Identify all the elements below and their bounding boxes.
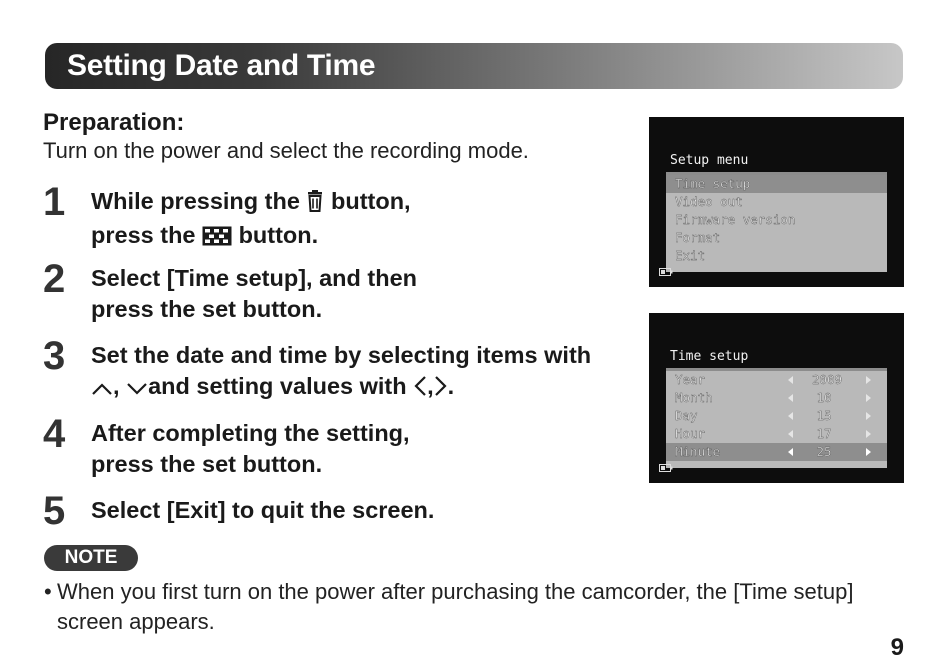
time-setup-screen [649,313,904,483]
time-row-year[interactable] [666,371,887,389]
step-text [91,340,591,405]
step-1-line1b: button, [330,188,411,214]
time-row-value: 25 [816,444,832,459]
step-number: 2 [43,257,66,301]
step-number: 3 [43,334,66,378]
battery-icon [659,457,673,476]
menu-item-label: Video out [675,194,743,209]
menu-item-label: Time setup [675,176,751,191]
time-row-value: 2009 [812,372,843,387]
step-4-line2: press the set button. [91,451,323,477]
setup-menu-title: Setup menu [670,153,749,168]
step-number: 1 [43,180,66,224]
step-3-comma-1: , [113,373,120,399]
time-row-hour[interactable] [666,425,887,443]
menu-item-label: Firmware version [675,212,796,227]
setup-menu-screen [649,117,904,287]
menu-item-time-setup[interactable] [666,175,887,193]
time-row-label: Day [675,408,698,423]
menu-item-label: Format [675,230,721,245]
arrow-left-icon[interactable] [788,430,793,438]
step-1-line2a: press the [91,222,196,248]
step-number: 4 [43,412,66,456]
time-row-label: Minute [675,444,721,459]
chevron-down-icon [126,374,148,405]
step-4-line1: After completing the setting, [91,420,410,446]
note-text [44,577,904,637]
arrow-right-icon[interactable] [866,376,871,384]
note-body: When you first turn on the power after purchasing the camcorder, the [Time setup] screen appears. [57,579,854,634]
step-1-line2b: button. [238,222,319,248]
step-3-period: . [447,373,455,399]
page-title: Setting Date and Time [67,49,376,82]
arrow-right-icon[interactable] [866,394,871,402]
time-setup-title: Time setup [670,349,749,364]
arrow-left-icon[interactable] [788,394,793,402]
arrow-left-icon[interactable] [788,376,793,384]
time-row-label: Hour [675,426,706,441]
step-text [91,418,410,480]
step-text [91,263,417,325]
menu-item-format[interactable] [666,229,887,247]
step-3-line1: Set the date and time by selecting items with [91,342,592,368]
arrow-right-icon[interactable] [866,412,871,420]
note-badge: NOTE [44,545,138,571]
time-row-day[interactable] [666,407,887,425]
page-number: 9 [890,634,904,661]
step-text [91,495,434,526]
step-1-line1a: While pressing the [91,188,300,214]
chevron-right-icon [434,374,448,405]
index-view-icon [202,223,232,254]
chevron-left-icon [413,374,427,405]
arrow-right-icon[interactable] [866,448,871,456]
menu-item-firmware-version[interactable] [666,211,887,229]
step-2-line1: Select [Time setup], and then [91,265,418,291]
note-bullet: • [44,579,52,604]
time-row-label: Month [675,390,713,405]
time-row-month[interactable] [666,389,887,407]
battery-icon [659,261,673,280]
step-3-line2b: and setting values with [148,373,407,399]
menu-item-exit[interactable] [666,247,887,265]
step-2-line2: press the set button. [91,296,323,322]
arrow-left-icon[interactable] [788,448,793,456]
step-number: 5 [43,489,66,533]
menu-item-label: Exit [675,248,706,263]
menu-item-video-out[interactable] [666,193,887,211]
step-text [91,186,411,254]
trash-icon [306,189,324,220]
arrow-left-icon[interactable] [788,412,793,420]
time-row-minute[interactable] [666,443,887,461]
preparation-heading: Preparation: [43,109,185,136]
time-row-value: 10 [816,390,832,405]
setup-menu-panel [666,172,887,272]
arrow-right-icon[interactable] [866,430,871,438]
step-5-line1: Select [Exit] to quit the screen. [91,497,435,523]
preparation-text: Turn on the power and select the recording mode. [43,138,529,163]
step-3-comma-2: , [427,373,434,399]
time-setup-panel [666,368,887,468]
time-row-value: 15 [816,408,832,423]
chevron-up-icon [91,374,113,405]
title-bar [45,43,903,89]
time-row-value: 17 [816,426,832,441]
time-row-label: Year [675,372,706,387]
